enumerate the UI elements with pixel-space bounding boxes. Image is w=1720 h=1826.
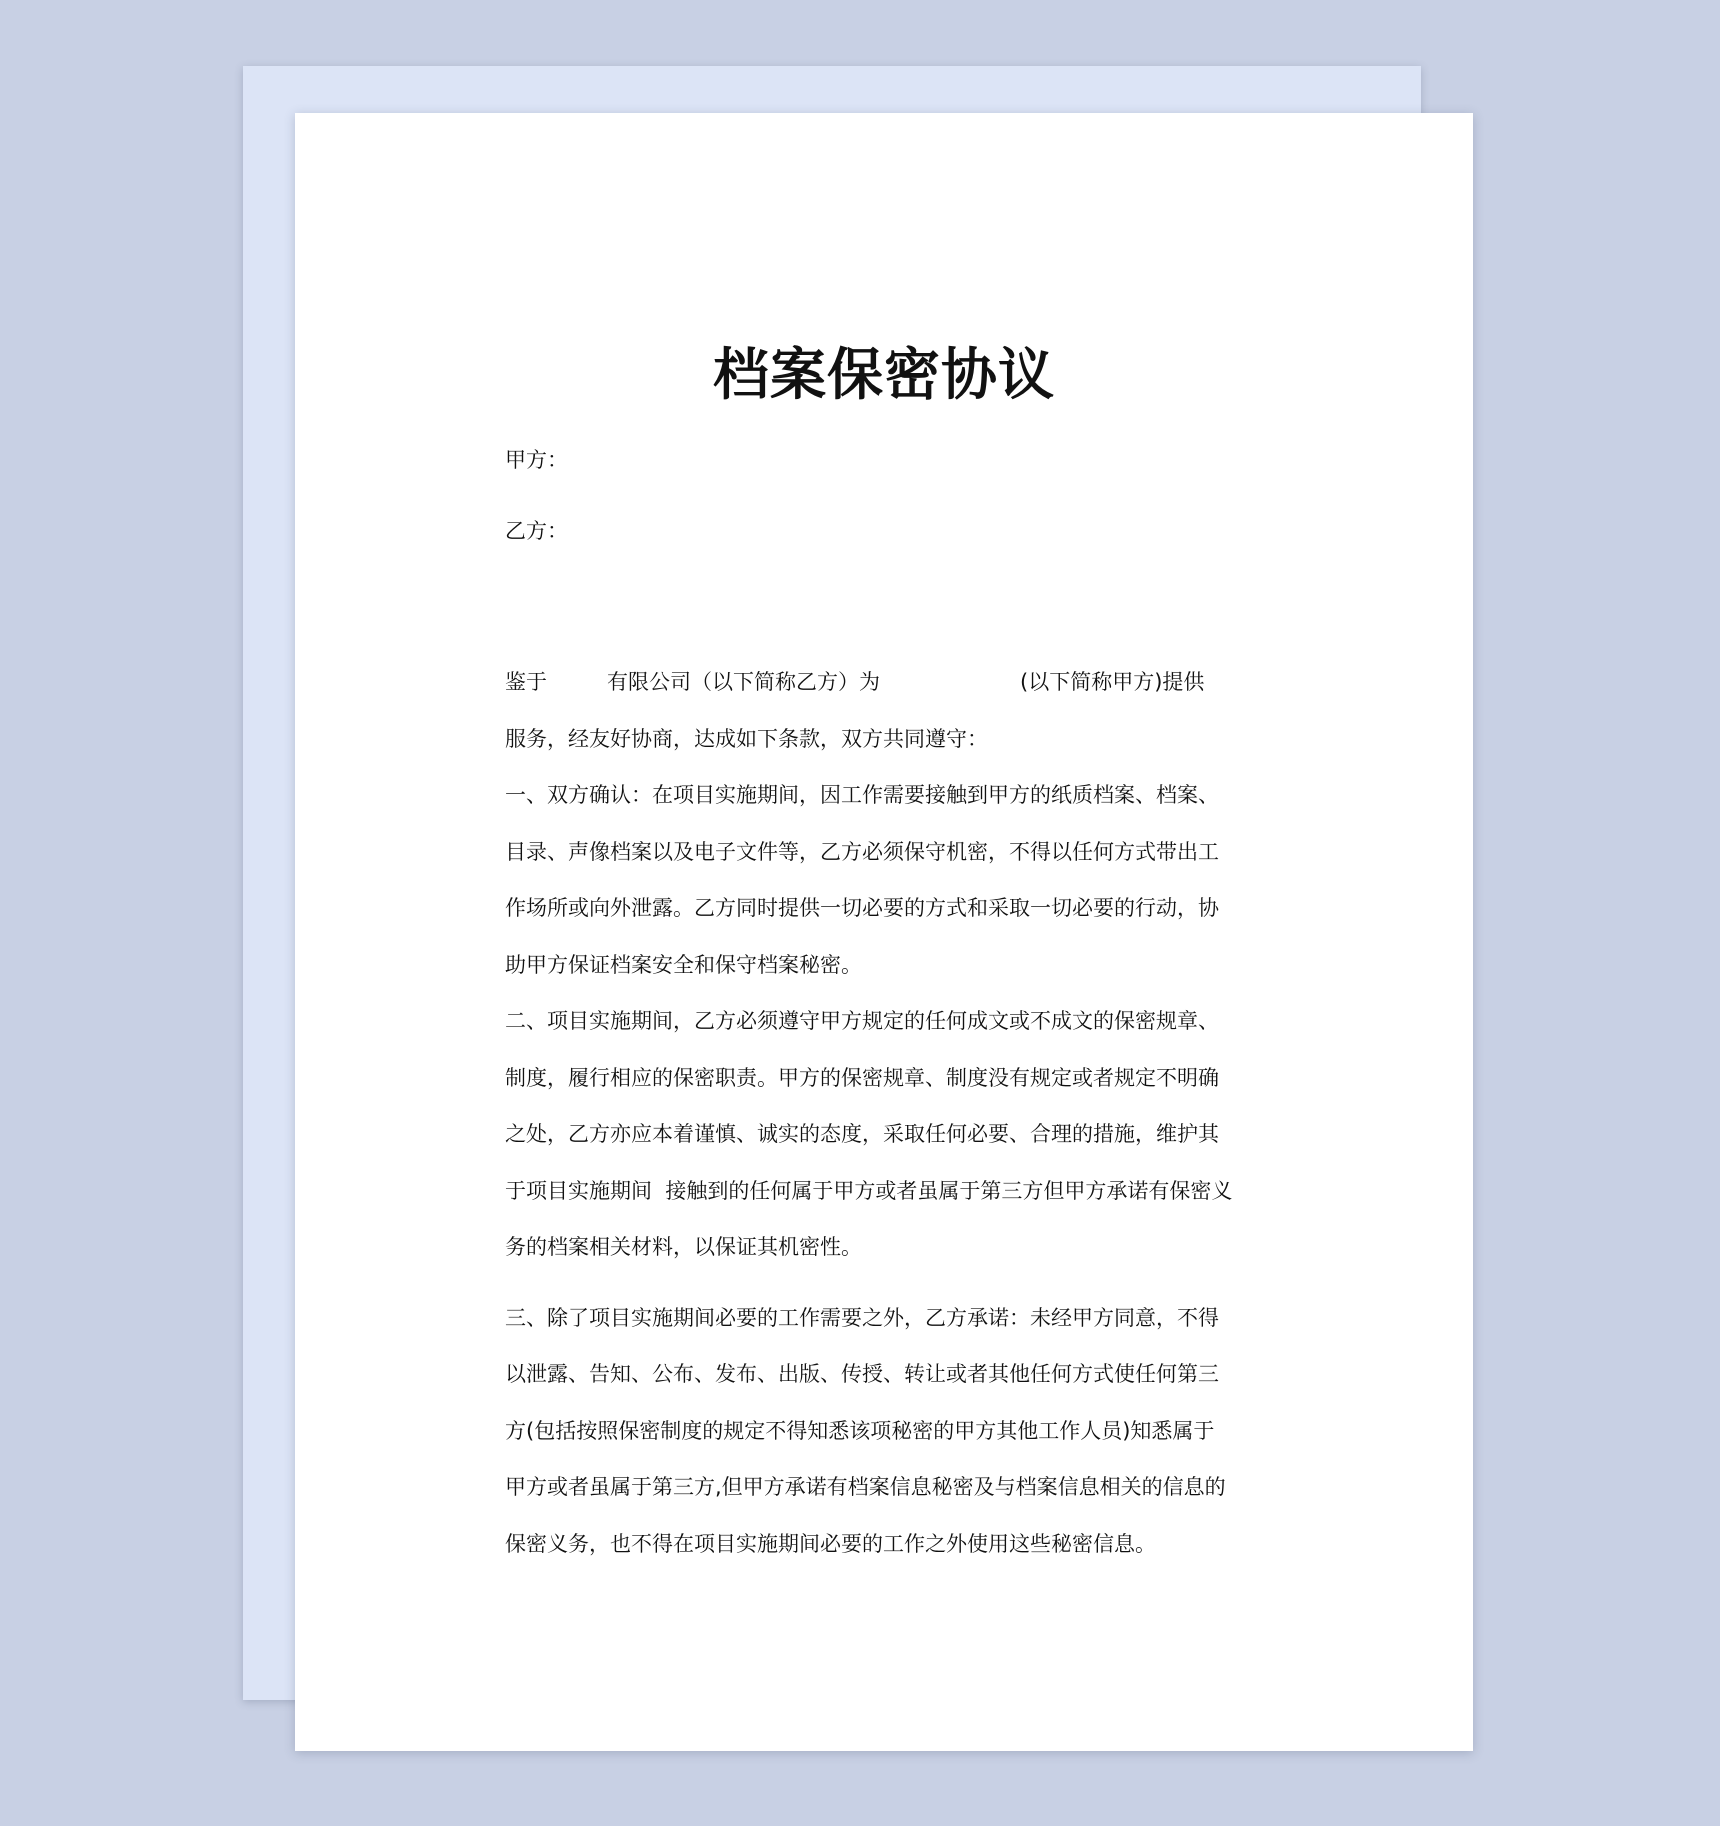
party-a-label: 甲方： xyxy=(505,448,568,472)
clause3-line: 以泄露、告知、公布、发布、出版、传授、转让或者其他任何方式使任何第三 xyxy=(505,1362,1219,1386)
intro-tail: (以下简称甲方)提供 xyxy=(1020,670,1205,694)
clause3-line: 三、除了项目实施期间必要的工作需要之外，乙方承诺：未经甲方同意，不得 xyxy=(505,1305,1219,1330)
intro-line-2: 服务，经友好协商，达成如下条款，双方共同遵守： xyxy=(505,726,988,751)
clause3-line: 保密义务，也不得在项目实施期间必要的工作之外使用这些秘密信息。 xyxy=(505,1531,1156,1556)
party-b-label: 乙方： xyxy=(505,519,568,543)
clause2-line: 之处，乙方亦应本着谨慎、诚实的态度，采取任何必要、合理的措施，维护其 xyxy=(505,1122,1219,1146)
document-title: 档案保密协议 xyxy=(713,343,1055,408)
clause2-line: 制度，履行相应的保密职责。甲方的保密规章、制度没有规定或者规定不明确 xyxy=(505,1065,1219,1090)
clause1-line: 助甲方保证档案安全和保守档案秘密。 xyxy=(505,952,862,977)
clause3-line: 方(包括按照保密制度的规定不得知悉该项秘密的甲方其他工作人员)知悉属于 xyxy=(505,1418,1215,1443)
clause2-line: 于项目实施期间 接触到的任何属于甲方或者虽属于第三方但甲方承诺有保密义 xyxy=(505,1178,1233,1203)
intro-line-1 xyxy=(505,654,1265,711)
intro-prefix: 鉴于 xyxy=(505,670,547,694)
clause1-line: 一、双方确认：在项目实施期间，因工作需要接触到甲方的纸质档案、档案、 xyxy=(505,783,1219,807)
clause1-line: 目录、声像档案以及电子文件等，乙方必须保守机密，不得以任何方式带出工 xyxy=(505,839,1219,864)
clause3-line: 甲方或者虽属于第三方,但甲方承诺有档案信息秘密及与档案信息相关的信息的 xyxy=(505,1475,1226,1499)
clause2-line: 务的档案相关材料，以保证其机密性。 xyxy=(505,1235,862,1259)
intro-company: 有限公司（以下简称乙方）为 xyxy=(607,670,880,694)
clause1-line: 作场所或向外泄露。乙方同时提供一切必要的方式和采取一切必要的行动，协 xyxy=(505,896,1219,920)
agreement-body xyxy=(505,654,1265,1572)
clause2-line: 二、项目实施期间，乙方必须遵守甲方规定的任何成文或不成文的保密规章、 xyxy=(505,1009,1219,1033)
document-page xyxy=(295,113,1473,1751)
